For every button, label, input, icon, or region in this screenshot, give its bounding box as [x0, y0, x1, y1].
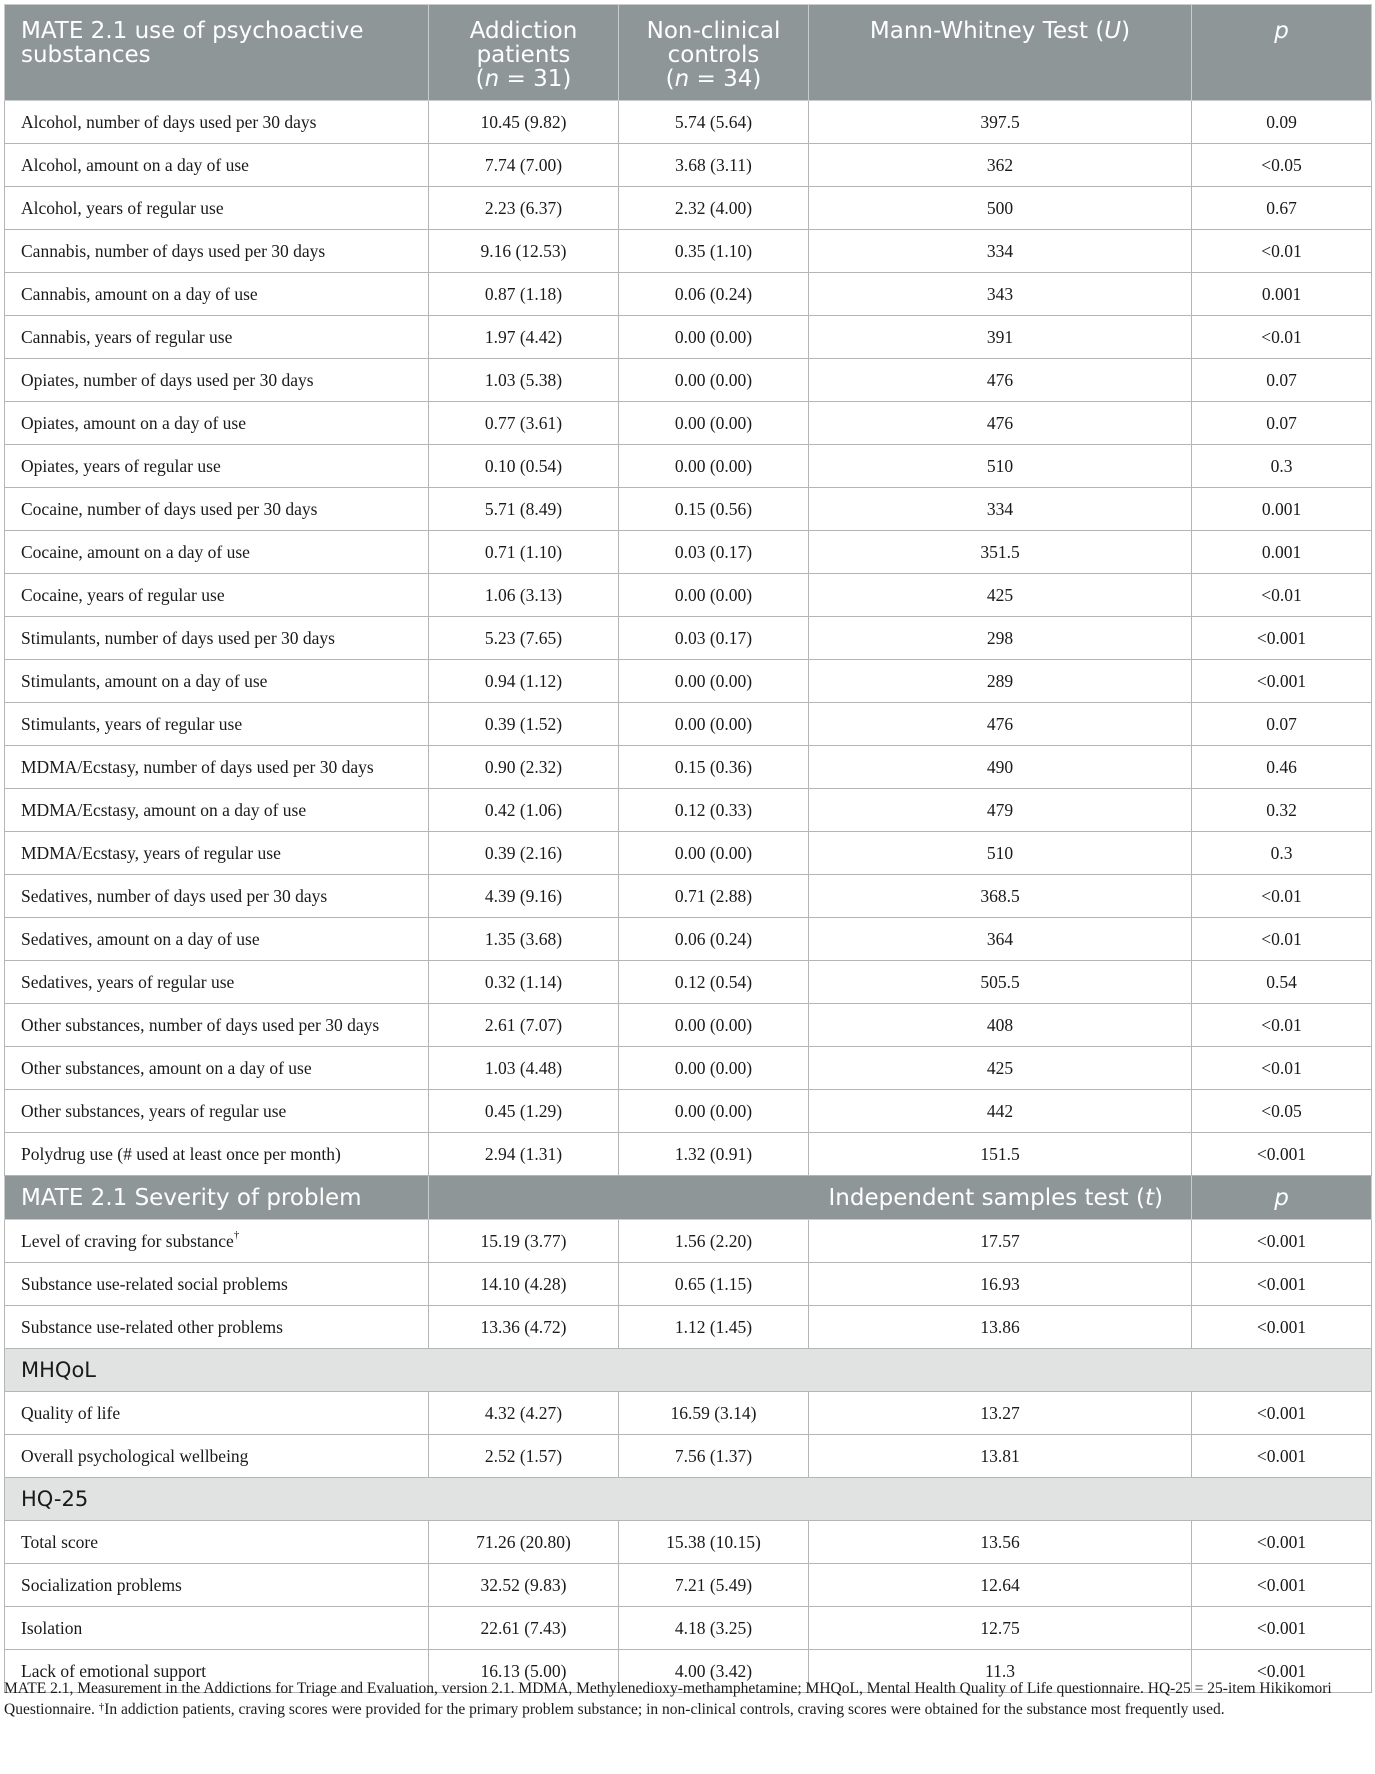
controls-value: 7.56 (1.37)	[619, 1435, 809, 1478]
table-row	[5, 230, 1372, 273]
p-value: 0.07	[1192, 359, 1372, 402]
controls-value: 1.12 (1.45)	[619, 1306, 809, 1349]
controls-value: 16.59 (3.14)	[619, 1392, 809, 1435]
controls-value: 0.12 (0.33)	[619, 789, 809, 832]
row-label: Opiates, years of regular use	[5, 445, 429, 488]
patients-value: 32.52 (9.83)	[429, 1564, 619, 1607]
p-value: <0.001	[1192, 660, 1372, 703]
statistic-value: 13.81	[809, 1435, 1192, 1478]
p-value: 0.09	[1192, 101, 1372, 144]
row-label: Stimulants, number of days used per 30 days	[5, 617, 429, 660]
controls-value: 0.00 (0.00)	[619, 574, 809, 617]
row-label: Substance use-related other problems	[5, 1306, 429, 1349]
controls-value: 15.38 (10.15)	[619, 1521, 809, 1564]
p-value: <0.001	[1192, 1263, 1372, 1306]
controls-value: 5.74 (5.64)	[619, 101, 809, 144]
hq25-rows	[5, 1521, 1372, 1693]
table-row	[5, 789, 1372, 832]
row-label: MDMA/Ecstasy, years of regular use	[5, 832, 429, 875]
row-label: Stimulants, years of regular use	[5, 703, 429, 746]
table-row	[5, 359, 1372, 402]
statistic-value: 289	[809, 660, 1192, 703]
row-label: Socialization problems	[5, 1564, 429, 1607]
controls-value: 4.18 (3.25)	[619, 1607, 809, 1650]
row-label: Total score	[5, 1521, 429, 1564]
table-row	[5, 1564, 1372, 1607]
table-row	[5, 703, 1372, 746]
header-p: p	[1192, 5, 1372, 101]
table-row	[5, 1306, 1372, 1349]
severity-rows	[5, 1220, 1372, 1349]
statistic-value: 391	[809, 316, 1192, 359]
row-label: Sedatives, amount on a day of use	[5, 918, 429, 961]
patients-value: 0.90 (2.32)	[429, 746, 619, 789]
table-row	[5, 1392, 1372, 1435]
row-label: Cannabis, years of regular use	[5, 316, 429, 359]
p-value: <0.01	[1192, 1004, 1372, 1047]
statistic-value: 368.5	[809, 875, 1192, 918]
p-value: <0.01	[1192, 918, 1372, 961]
controls-value: 0.00 (0.00)	[619, 832, 809, 875]
p-value: <0.05	[1192, 144, 1372, 187]
patients-value: 2.23 (6.37)	[429, 187, 619, 230]
statistic-value: 12.75	[809, 1607, 1192, 1650]
table-row	[5, 316, 1372, 359]
table-row	[5, 445, 1372, 488]
header-non-clinical-controls: Non-clinical controls (n = 34)	[619, 5, 809, 101]
table-row	[5, 531, 1372, 574]
statistic-value: 500	[809, 187, 1192, 230]
p-value: 0.46	[1192, 746, 1372, 789]
patients-value: 1.35 (3.68)	[429, 918, 619, 961]
controls-value: 0.00 (0.00)	[619, 445, 809, 488]
row-label: Polydrug use (# used at least once per month)	[5, 1133, 429, 1176]
p-value: <0.001	[1192, 1392, 1372, 1435]
controls-value: 7.21 (5.49)	[619, 1564, 809, 1607]
severity-title: MATE 2.1 Severity of problem	[5, 1176, 429, 1220]
hq25-section-title: HQ-25	[5, 1478, 1372, 1521]
p-value: <0.01	[1192, 230, 1372, 273]
row-label: Cocaine, number of days used per 30 days	[5, 488, 429, 531]
p-value: <0.001	[1192, 1133, 1372, 1176]
statistic-value: 476	[809, 402, 1192, 445]
p-value: <0.001	[1192, 1435, 1372, 1478]
mhqol-section-title: MHQoL	[5, 1349, 1372, 1392]
patients-value: 22.61 (7.43)	[429, 1607, 619, 1650]
p-value: <0.05	[1192, 1090, 1372, 1133]
table-row	[5, 1263, 1372, 1306]
hq25-section-row	[5, 1478, 1372, 1521]
row-label: Sedatives, years of regular use	[5, 961, 429, 1004]
statistic-value: 362	[809, 144, 1192, 187]
statistic-value: 151.5	[809, 1133, 1192, 1176]
patients-value: 0.87 (1.18)	[429, 273, 619, 316]
controls-value: 0.06 (0.24)	[619, 273, 809, 316]
table-row	[5, 918, 1372, 961]
table-row	[5, 1090, 1372, 1133]
row-label: Alcohol, years of regular use	[5, 187, 429, 230]
table-row	[5, 1607, 1372, 1650]
table-row	[5, 144, 1372, 187]
row-label: MDMA/Ecstasy, amount on a day of use	[5, 789, 429, 832]
patients-value: 0.94 (1.12)	[429, 660, 619, 703]
header-measure: MATE 2.1 use of psychoactive substances	[5, 5, 429, 101]
p-value: <0.001	[1192, 1306, 1372, 1349]
patients-value: 1.03 (4.48)	[429, 1047, 619, 1090]
table-row	[5, 273, 1372, 316]
p-value: 0.001	[1192, 488, 1372, 531]
table-row	[5, 875, 1372, 918]
statistic-value: 16.93	[809, 1263, 1192, 1306]
controls-value: 3.68 (3.11)	[619, 144, 809, 187]
patients-value: 5.71 (8.49)	[429, 488, 619, 531]
p-value: 0.32	[1192, 789, 1372, 832]
row-label: Alcohol, amount on a day of use	[5, 144, 429, 187]
table-row	[5, 488, 1372, 531]
patients-value: 0.45 (1.29)	[429, 1090, 619, 1133]
statistic-value: 476	[809, 359, 1192, 402]
patients-value: 2.61 (7.07)	[429, 1004, 619, 1047]
table-row	[5, 1133, 1372, 1176]
table-row	[5, 617, 1372, 660]
header-mann-whitney: Mann-Whitney Test (U)	[809, 5, 1192, 101]
statistic-value: 351.5	[809, 531, 1192, 574]
statistic-value: 479	[809, 789, 1192, 832]
row-label: Overall psychological wellbeing	[5, 1435, 429, 1478]
table-footnote: MATE 2.1, Measurement in the Addictions for Triage and Evaluation, version 2.1. MDMA, Methylenedioxy-methamphetamine; MHQoL, Mental Health Quality of Life questionnaire. HQ-25 = 25-item Hikikomori Questionnaire. †In addiction patients, craving scores were provided for the primary problem substance; in non-clinical controls, craving scores were obtained for the substance most frequently used.	[4, 1680, 1332, 1718]
row-label: Opiates, amount on a day of use	[5, 402, 429, 445]
patients-value: 2.94 (1.31)	[429, 1133, 619, 1176]
patients-value: 10.45 (9.82)	[429, 101, 619, 144]
p-value: <0.001	[1192, 1650, 1372, 1693]
statistic-value: 298	[809, 617, 1192, 660]
statistic-value: 11.3	[809, 1650, 1192, 1693]
statistic-value: 442	[809, 1090, 1192, 1133]
row-label: Isolation	[5, 1607, 429, 1650]
controls-value: 2.32 (4.00)	[619, 187, 809, 230]
table-row	[5, 1521, 1372, 1564]
p-value: <0.001	[1192, 617, 1372, 660]
patients-value: 9.16 (12.53)	[429, 230, 619, 273]
patients-value: 0.77 (3.61)	[429, 402, 619, 445]
statistic-value: 397.5	[809, 101, 1192, 144]
table-row	[5, 1435, 1372, 1478]
p-value: <0.001	[1192, 1564, 1372, 1607]
statistic-value: 490	[809, 746, 1192, 789]
table-row	[5, 1047, 1372, 1090]
p-value: <0.01	[1192, 574, 1372, 617]
controls-value: 0.35 (1.10)	[619, 230, 809, 273]
patients-value: 0.42 (1.06)	[429, 789, 619, 832]
patients-value: 1.03 (5.38)	[429, 359, 619, 402]
row-label: Level of craving for substance†	[5, 1220, 429, 1263]
dagger-footnote-mark: †	[233, 1228, 240, 1241]
patients-value: 5.23 (7.65)	[429, 617, 619, 660]
statistic-value: 476	[809, 703, 1192, 746]
p-value: <0.01	[1192, 875, 1372, 918]
row-label: Cocaine, years of regular use	[5, 574, 429, 617]
row-label: Other substances, years of regular use	[5, 1090, 429, 1133]
p-value: <0.01	[1192, 1047, 1372, 1090]
statistic-value: 343	[809, 273, 1192, 316]
table-row	[5, 1004, 1372, 1047]
p-value: 0.07	[1192, 703, 1372, 746]
p-value: 0.07	[1192, 402, 1372, 445]
patients-value: 13.36 (4.72)	[429, 1306, 619, 1349]
row-label: Quality of life	[5, 1392, 429, 1435]
patients-value: 71.26 (20.80)	[429, 1521, 619, 1564]
row-label: Opiates, number of days used per 30 days	[5, 359, 429, 402]
p-value: 0.001	[1192, 273, 1372, 316]
row-label: Stimulants, amount on a day of use	[5, 660, 429, 703]
controls-value: 0.00 (0.00)	[619, 1004, 809, 1047]
row-label: Alcohol, number of days used per 30 days	[5, 101, 429, 144]
table-row	[5, 832, 1372, 875]
patients-value: 0.39 (1.52)	[429, 703, 619, 746]
patients-value: 16.13 (5.00)	[429, 1650, 619, 1693]
patients-value: 14.10 (4.28)	[429, 1263, 619, 1306]
controls-value: 0.15 (0.56)	[619, 488, 809, 531]
controls-value: 1.32 (0.91)	[619, 1133, 809, 1176]
row-label: Substance use-related social problems	[5, 1263, 429, 1306]
row-label: Sedatives, number of days used per 30 days	[5, 875, 429, 918]
statistic-value: 12.64	[809, 1564, 1192, 1607]
table-row	[5, 746, 1372, 789]
controls-value: 0.00 (0.00)	[619, 660, 809, 703]
statistic-value: 425	[809, 1047, 1192, 1090]
statistic-value: 334	[809, 488, 1192, 531]
controls-value: 4.00 (3.42)	[619, 1650, 809, 1693]
table-row	[5, 574, 1372, 617]
table-row	[5, 187, 1372, 230]
p-value: <0.001	[1192, 1521, 1372, 1564]
statistic-value: 13.56	[809, 1521, 1192, 1564]
row-label: Cannabis, amount on a day of use	[5, 273, 429, 316]
patients-value: 0.71 (1.10)	[429, 531, 619, 574]
patients-value: 0.39 (2.16)	[429, 832, 619, 875]
controls-value: 0.00 (0.00)	[619, 316, 809, 359]
controls-value: 0.00 (0.00)	[619, 703, 809, 746]
statistic-value: 510	[809, 445, 1192, 488]
table-row	[5, 660, 1372, 703]
table-row	[5, 402, 1372, 445]
p-value: <0.001	[1192, 1220, 1372, 1263]
controls-value: 0.00 (0.00)	[619, 1047, 809, 1090]
controls-value: 0.71 (2.88)	[619, 875, 809, 918]
table-row	[5, 101, 1372, 144]
row-label: Cocaine, amount on a day of use	[5, 531, 429, 574]
severity-p-label: p	[1192, 1176, 1372, 1220]
statistic-value: 510	[809, 832, 1192, 875]
statistic-value: 364	[809, 918, 1192, 961]
patients-value: 0.10 (0.54)	[429, 445, 619, 488]
results-table-container	[4, 4, 1371, 1693]
patients-value: 1.97 (4.42)	[429, 316, 619, 359]
controls-value: 1.56 (2.20)	[619, 1220, 809, 1263]
controls-value: 0.03 (0.17)	[619, 531, 809, 574]
patients-value: 2.52 (1.57)	[429, 1435, 619, 1478]
patients-value: 15.19 (3.77)	[429, 1220, 619, 1263]
row-label: MDMA/Ecstasy, number of days used per 30 days	[5, 746, 429, 789]
p-value: 0.001	[1192, 531, 1372, 574]
table-row	[5, 1220, 1372, 1263]
row-label: Other substances, amount on a day of use	[5, 1047, 429, 1090]
statistic-value: 334	[809, 230, 1192, 273]
header-addiction-patients: Addiction patients (n = 31)	[429, 5, 619, 101]
patients-value: 4.32 (4.27)	[429, 1392, 619, 1435]
statistic-value: 13.27	[809, 1392, 1192, 1435]
p-value: 0.3	[1192, 832, 1372, 875]
patients-value: 7.74 (7.00)	[429, 144, 619, 187]
patients-value: 4.39 (9.16)	[429, 875, 619, 918]
row-label: Lack of emotional support	[5, 1650, 429, 1693]
controls-value: 0.65 (1.15)	[619, 1263, 809, 1306]
table-row	[5, 961, 1372, 1004]
statistic-value: 17.57	[809, 1220, 1192, 1263]
statistic-value: 425	[809, 574, 1192, 617]
row-label: Other substances, number of days used per 30 days	[5, 1004, 429, 1047]
statistic-value: 408	[809, 1004, 1192, 1047]
p-value: 0.67	[1192, 187, 1372, 230]
patients-value: 1.06 (3.13)	[429, 574, 619, 617]
substance-use-rows	[5, 101, 1372, 1176]
controls-value: 0.00 (0.00)	[619, 402, 809, 445]
table-header-row	[5, 5, 1372, 101]
statistic-value: 505.5	[809, 961, 1192, 1004]
p-value: 0.54	[1192, 961, 1372, 1004]
patients-value: 0.32 (1.14)	[429, 961, 619, 1004]
controls-value: 0.03 (0.17)	[619, 617, 809, 660]
controls-value: 0.15 (0.36)	[619, 746, 809, 789]
statistic-value: 13.86	[809, 1306, 1192, 1349]
controls-value: 0.00 (0.00)	[619, 359, 809, 402]
mhqol-section-row	[5, 1349, 1372, 1392]
row-label: Cannabis, number of days used per 30 days	[5, 230, 429, 273]
p-value: <0.001	[1192, 1607, 1372, 1650]
controls-value: 0.06 (0.24)	[619, 918, 809, 961]
p-value: 0.3	[1192, 445, 1372, 488]
results-table	[4, 4, 1372, 1693]
severity-header-row	[5, 1176, 1372, 1220]
mhqol-rows	[5, 1392, 1372, 1478]
severity-stat-label: Independent samples test (t)	[429, 1176, 1192, 1220]
controls-value: 0.00 (0.00)	[619, 1090, 809, 1133]
controls-value: 0.12 (0.54)	[619, 961, 809, 1004]
p-value: <0.01	[1192, 316, 1372, 359]
